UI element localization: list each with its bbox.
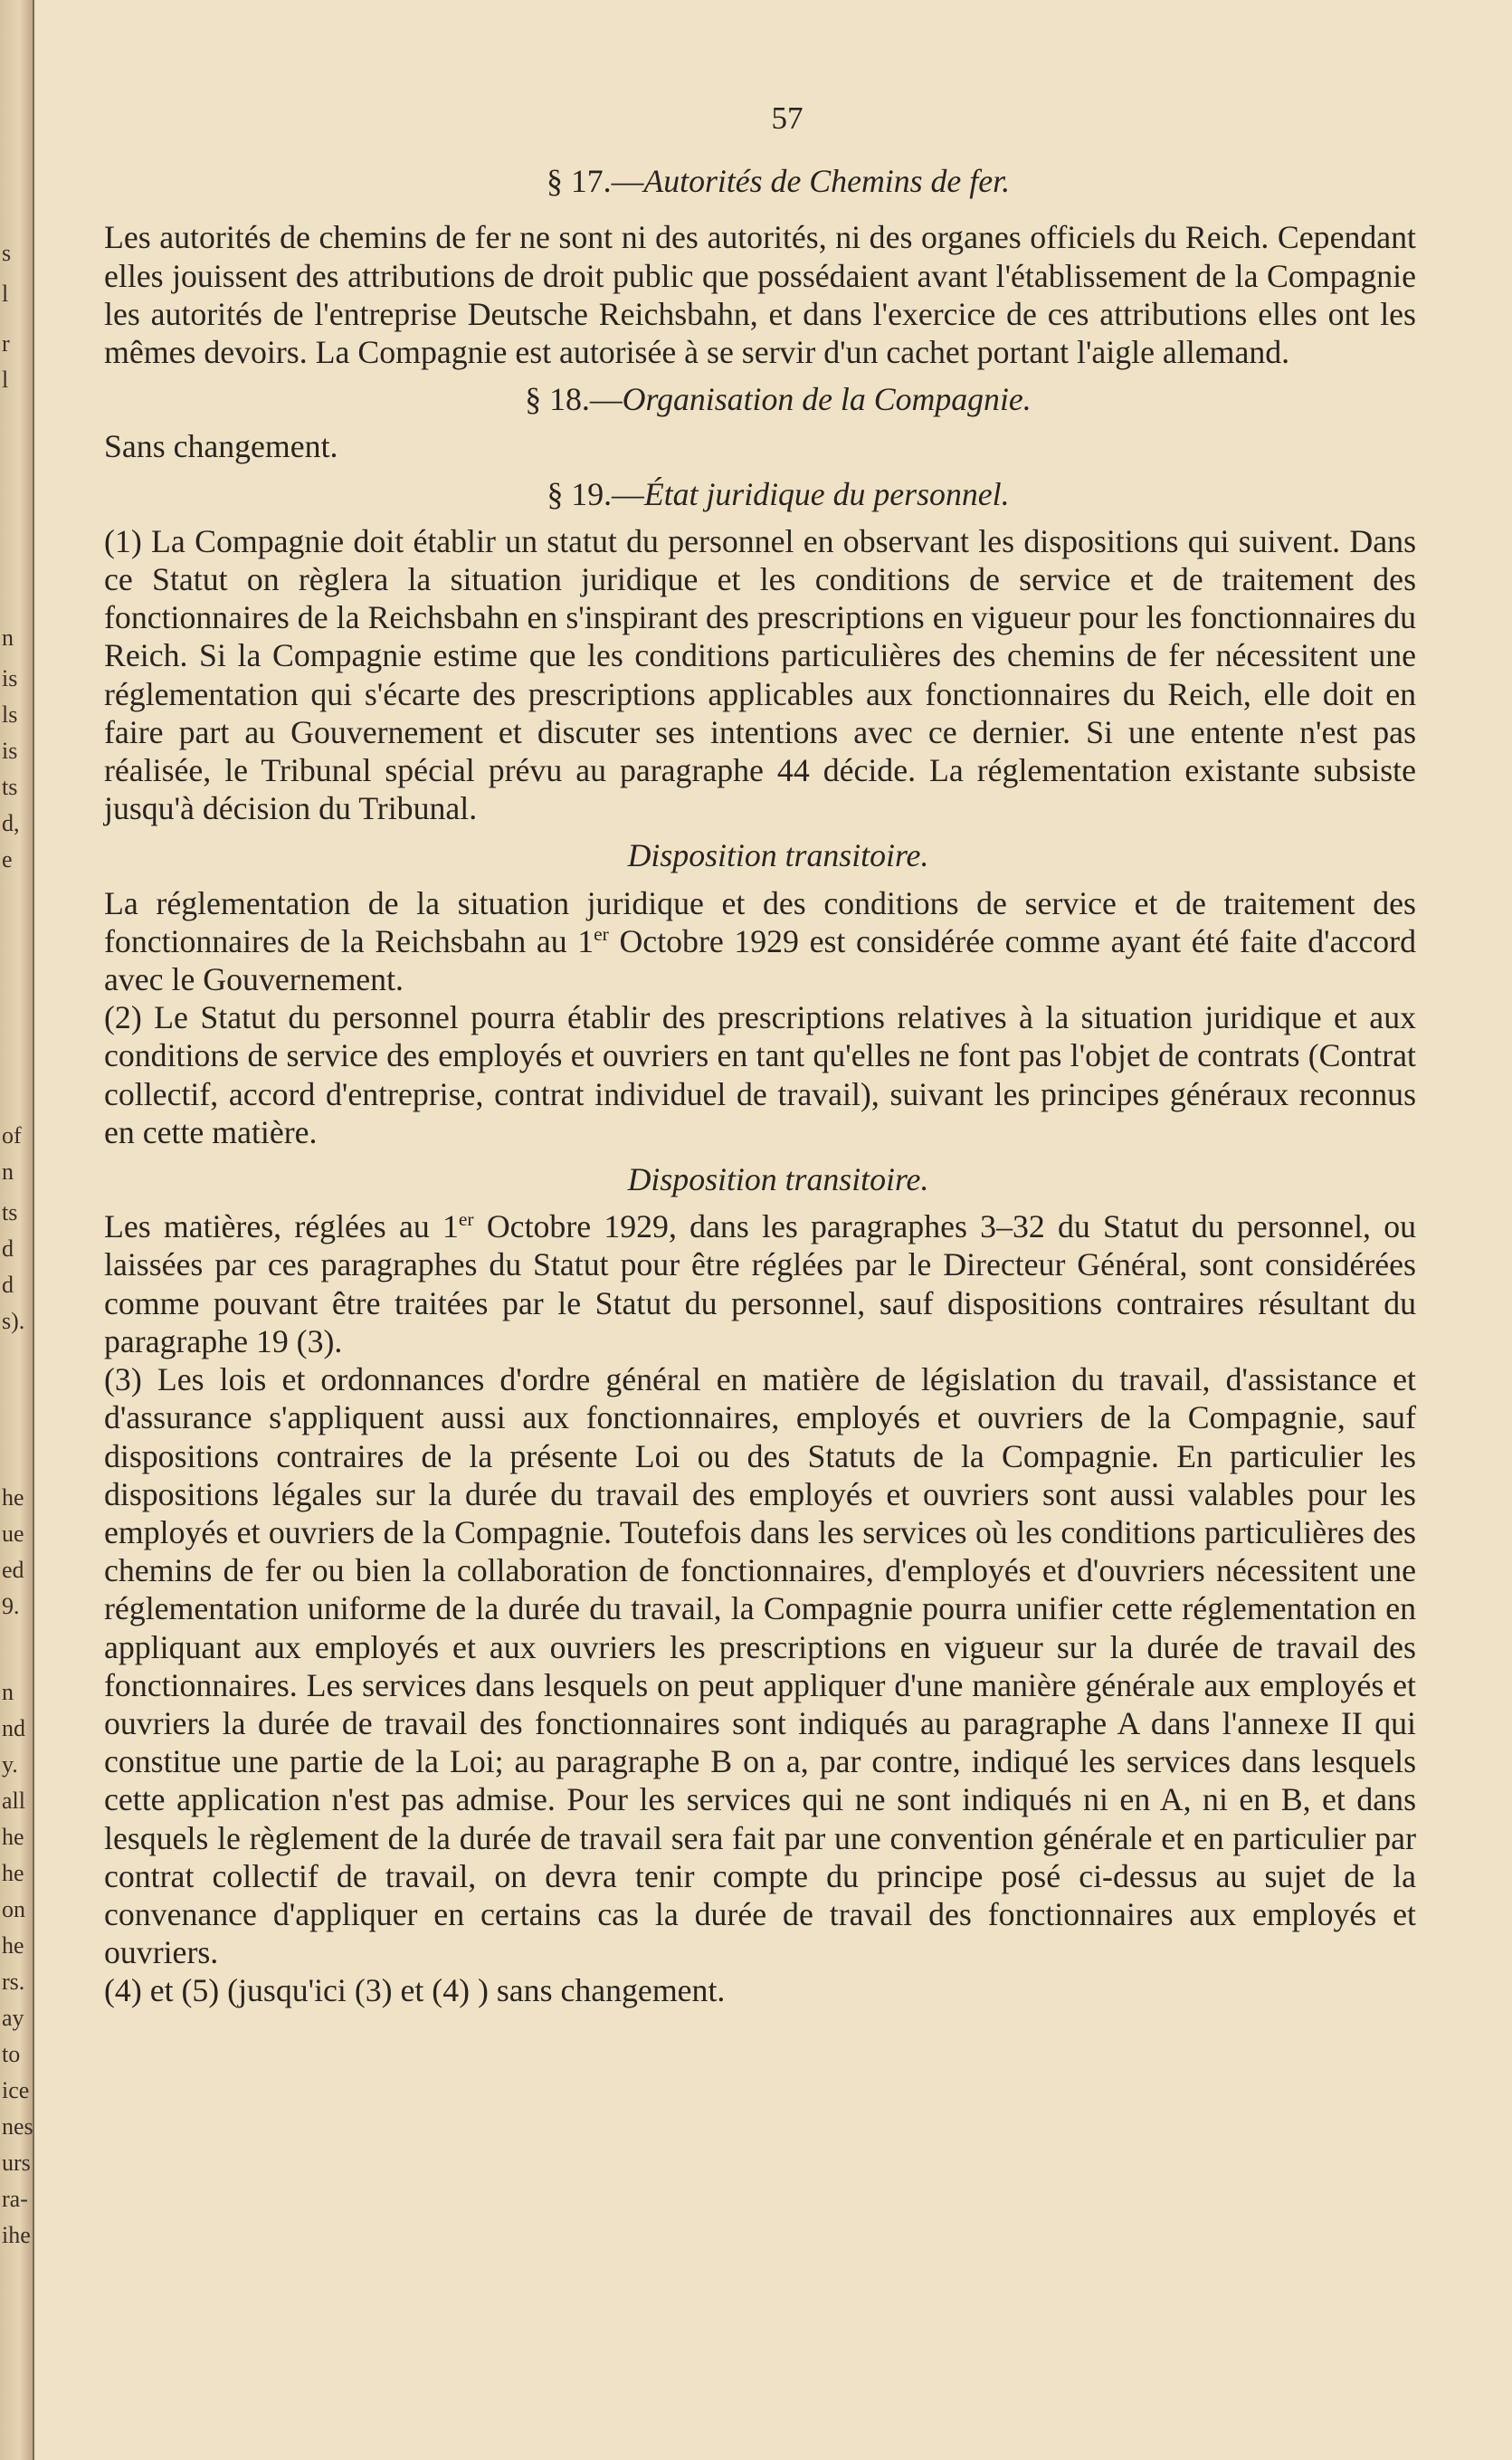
margin-fragment: s).: [2, 1308, 25, 1334]
margin-fragment: he: [2, 1932, 24, 1959]
transition-1-sup: er: [594, 922, 609, 945]
margin-fragment: rs.: [2, 1969, 25, 1995]
transition-2-text-a: Les matières, réglées au 1: [104, 1208, 459, 1245]
margin-fragment: ls: [2, 701, 18, 728]
margin-fragment: e: [2, 846, 13, 872]
document-page: [104, 100, 1416, 2010]
margin-fragment: l: [2, 367, 9, 393]
page-number: 57: [771, 100, 804, 136]
margin-fragment: urs: [2, 2150, 31, 2176]
section-19-title: État juridique du personnel.: [643, 475, 1010, 512]
margin-fragment: ice: [2, 2077, 30, 2103]
margin-fragment: is: [2, 665, 18, 691]
margin-fragment: is: [2, 738, 18, 764]
margin-fragment: he: [2, 1824, 24, 1850]
margin-fragment: ts: [2, 1199, 18, 1225]
margin-fragment: he: [2, 1484, 24, 1511]
section-19-paragraph-2: (2) Le Statut du personnel pourra établir des prescriptions relatives à la situation juridique et aux conditions de service des employés et ouvriers en tant qu'elles ne font pas l'objet de contrats (Contrat collectif, accord d'entreprise, contrat individuel de travail), suivant les principes généraux reconnus en cette matière.: [104, 999, 1416, 1150]
margin-fragment: ay: [2, 2005, 24, 2031]
section-17-prefix: § 17.—: [546, 163, 644, 200]
transition-1-paragraph: [104, 884, 1416, 999]
margin-fragment: of: [2, 1122, 22, 1149]
margin-fragment: he: [2, 1860, 24, 1886]
margin-fragment: 9.: [2, 1593, 20, 1619]
margin-fragment: on: [2, 1896, 25, 1922]
transition-1-text-b: Octobre 1929 est considérée comme ayant été faite d'accord avec le Gouvernement.: [104, 922, 1416, 998]
margin-fragment: l: [2, 281, 9, 307]
transition-1-text-a: La réglementation de la situation juridique et des conditions de service et de traitement des fonctionnaires de la Reichsbahn au 1: [104, 884, 1416, 959]
margin-fragment: n: [2, 625, 14, 651]
binding-gutter: [0, 0, 34, 2460]
margin-fragment: d,: [2, 810, 20, 836]
margin-fragment: n: [2, 1679, 14, 1705]
section-19-heading: [104, 475, 1416, 513]
section-19-paragraph-3: (3) Les lois et ordonnances d'ordre général en matière de législation du travail, d'assistance et d'assurance s'appliquent aussi aux fonctionnaires, employés et ouvriers de la Compagnie, sauf dispositions contraires de la présente Loi ou des Statuts de la Compagnie. En particulier les dispositions légales sur la durée du travail des employés et ouvriers sont aussi valables pour les employés et ouvriers de la Compagnie. Toutefois dans les services où les conditions particulières des chemins de fer ou bien la collaboration de fonctionnaires, d'employés et d'ouvriers nécessitent une réglementation uniforme de la durée du travail, la Compagnie pourra unifier cette réglementation en appliquant aux employés et aux ouvriers les prescriptions en vigueur sur la durée de travail des fonctionnaires. Les services dans lesquels on peut appliquer d'une manière générale aux employés et ouvriers la durée de travail des fonctionnaires sont indiqués au paragraphe A dans l'annexe II qui constitue une partie de la Loi; au paragraphe B on a, par contre, indiqué les services dans lesquels cette application n'est pas admise. Pour les services qui ne sont indiqués ni en A, ni en B, et dans lesquels le règlement de la durée de travail sera fait par une convention générale et en particulier par contrat collectif de travail, on devra tenir compte du principe posé ci-dessus au sujet de la convenance d'appliquer en certains cas la durée de travail des fonctionnaires aux employés et ouvriers.: [104, 1361, 1416, 1971]
section-17-paragraph: Les autorités de chemins de fer ne sont ni des autorités, ni des organes officiels du Reich. Cependant elles jouissent des attributions de droit public que possédaient avant l'établissement de la Compagnie les autorités de l'entreprise Deutsche Reichsbahn, et dans l'exercice de ces attributions elles ont les mêmes devoirs. La Compagnie est autorisée à se servir d'un cachet portant l'aigle allemand.: [104, 219, 1416, 371]
transition-2-paragraph: [104, 1207, 1416, 1360]
section-18-heading: [104, 380, 1416, 418]
margin-fragment: to: [2, 2041, 21, 2067]
transition-2-sup: er: [458, 1208, 474, 1231]
transition-1-title: Disposition transitoire.: [627, 837, 929, 874]
margin-fragment: y.: [2, 1751, 18, 1778]
margin-fragment: n: [2, 1158, 14, 1185]
section-19-paragraph-1: (1) La Compagnie doit établir un statut du personnel en observant les dispositions qui suivent. Dans ce Statut on règlera la situation juridique et les conditions de service et de traitement des fonctionnaires de la Reichsbahn en s'inspirant des prescriptions en vigueur pour les fonctionnaires du Reich. Si la Compagnie estime que les conditions particulières des chemins de fer nécessitent une réglementation qui s'écarte des prescriptions applicables aux fonctionnaires du Reich, elle doit en faire part au Gouvernement et discuter ses intentions avec ce dernier. Si une entente n'est pas réalisée, le Tribunal spécial prévu au paragraphe 44 décide. La réglementation existante subsiste jusqu'à décision du Tribunal.: [104, 522, 1416, 827]
margin-fragment: nd: [2, 1715, 25, 1741]
section-19-prefix: § 19.—: [547, 475, 644, 512]
transition-2-title: Disposition transitoire.: [627, 1161, 929, 1198]
margin-fragment: all: [2, 1788, 25, 1814]
section-17-title: Autorités de Chemins de fer.: [643, 163, 1011, 200]
margin-fragment: ue: [2, 1521, 24, 1547]
margin-fragment: d: [2, 1235, 14, 1262]
margin-fragment: ra-: [2, 2186, 28, 2212]
margin-fragment: ihe: [2, 2222, 31, 2248]
margin-fragment: ed: [2, 1557, 24, 1583]
section-18-prefix: § 18.—: [525, 381, 623, 418]
section-18-paragraph: Sans changement.: [104, 428, 338, 465]
transition-2-text-b: Octobre 1929, dans les paragraphes 3–32 du Statut du personnel, ou laissées par ces paragraphes du Statut pour être réglées par le Directeur Général, sont considérées comme pouvant être traitées par le Statut du personnel, sauf dispositions contraires résultant du paragraphe 19 (3).: [104, 1208, 1416, 1359]
margin-fragment: nes: [2, 2113, 33, 2140]
section-18-title: Organisation de la Compagnie.: [622, 381, 1032, 418]
margin-fragment: r: [2, 330, 10, 357]
section-17-heading: [104, 162, 1416, 200]
margin-fragment: d: [2, 1272, 14, 1298]
margin-fragment: ts: [2, 774, 18, 800]
section-19-paragraph-4: (4) et (5) (jusqu'ici (3) et (4) ) sans changement.: [104, 1972, 726, 2009]
margin-fragment: s: [2, 240, 12, 266]
